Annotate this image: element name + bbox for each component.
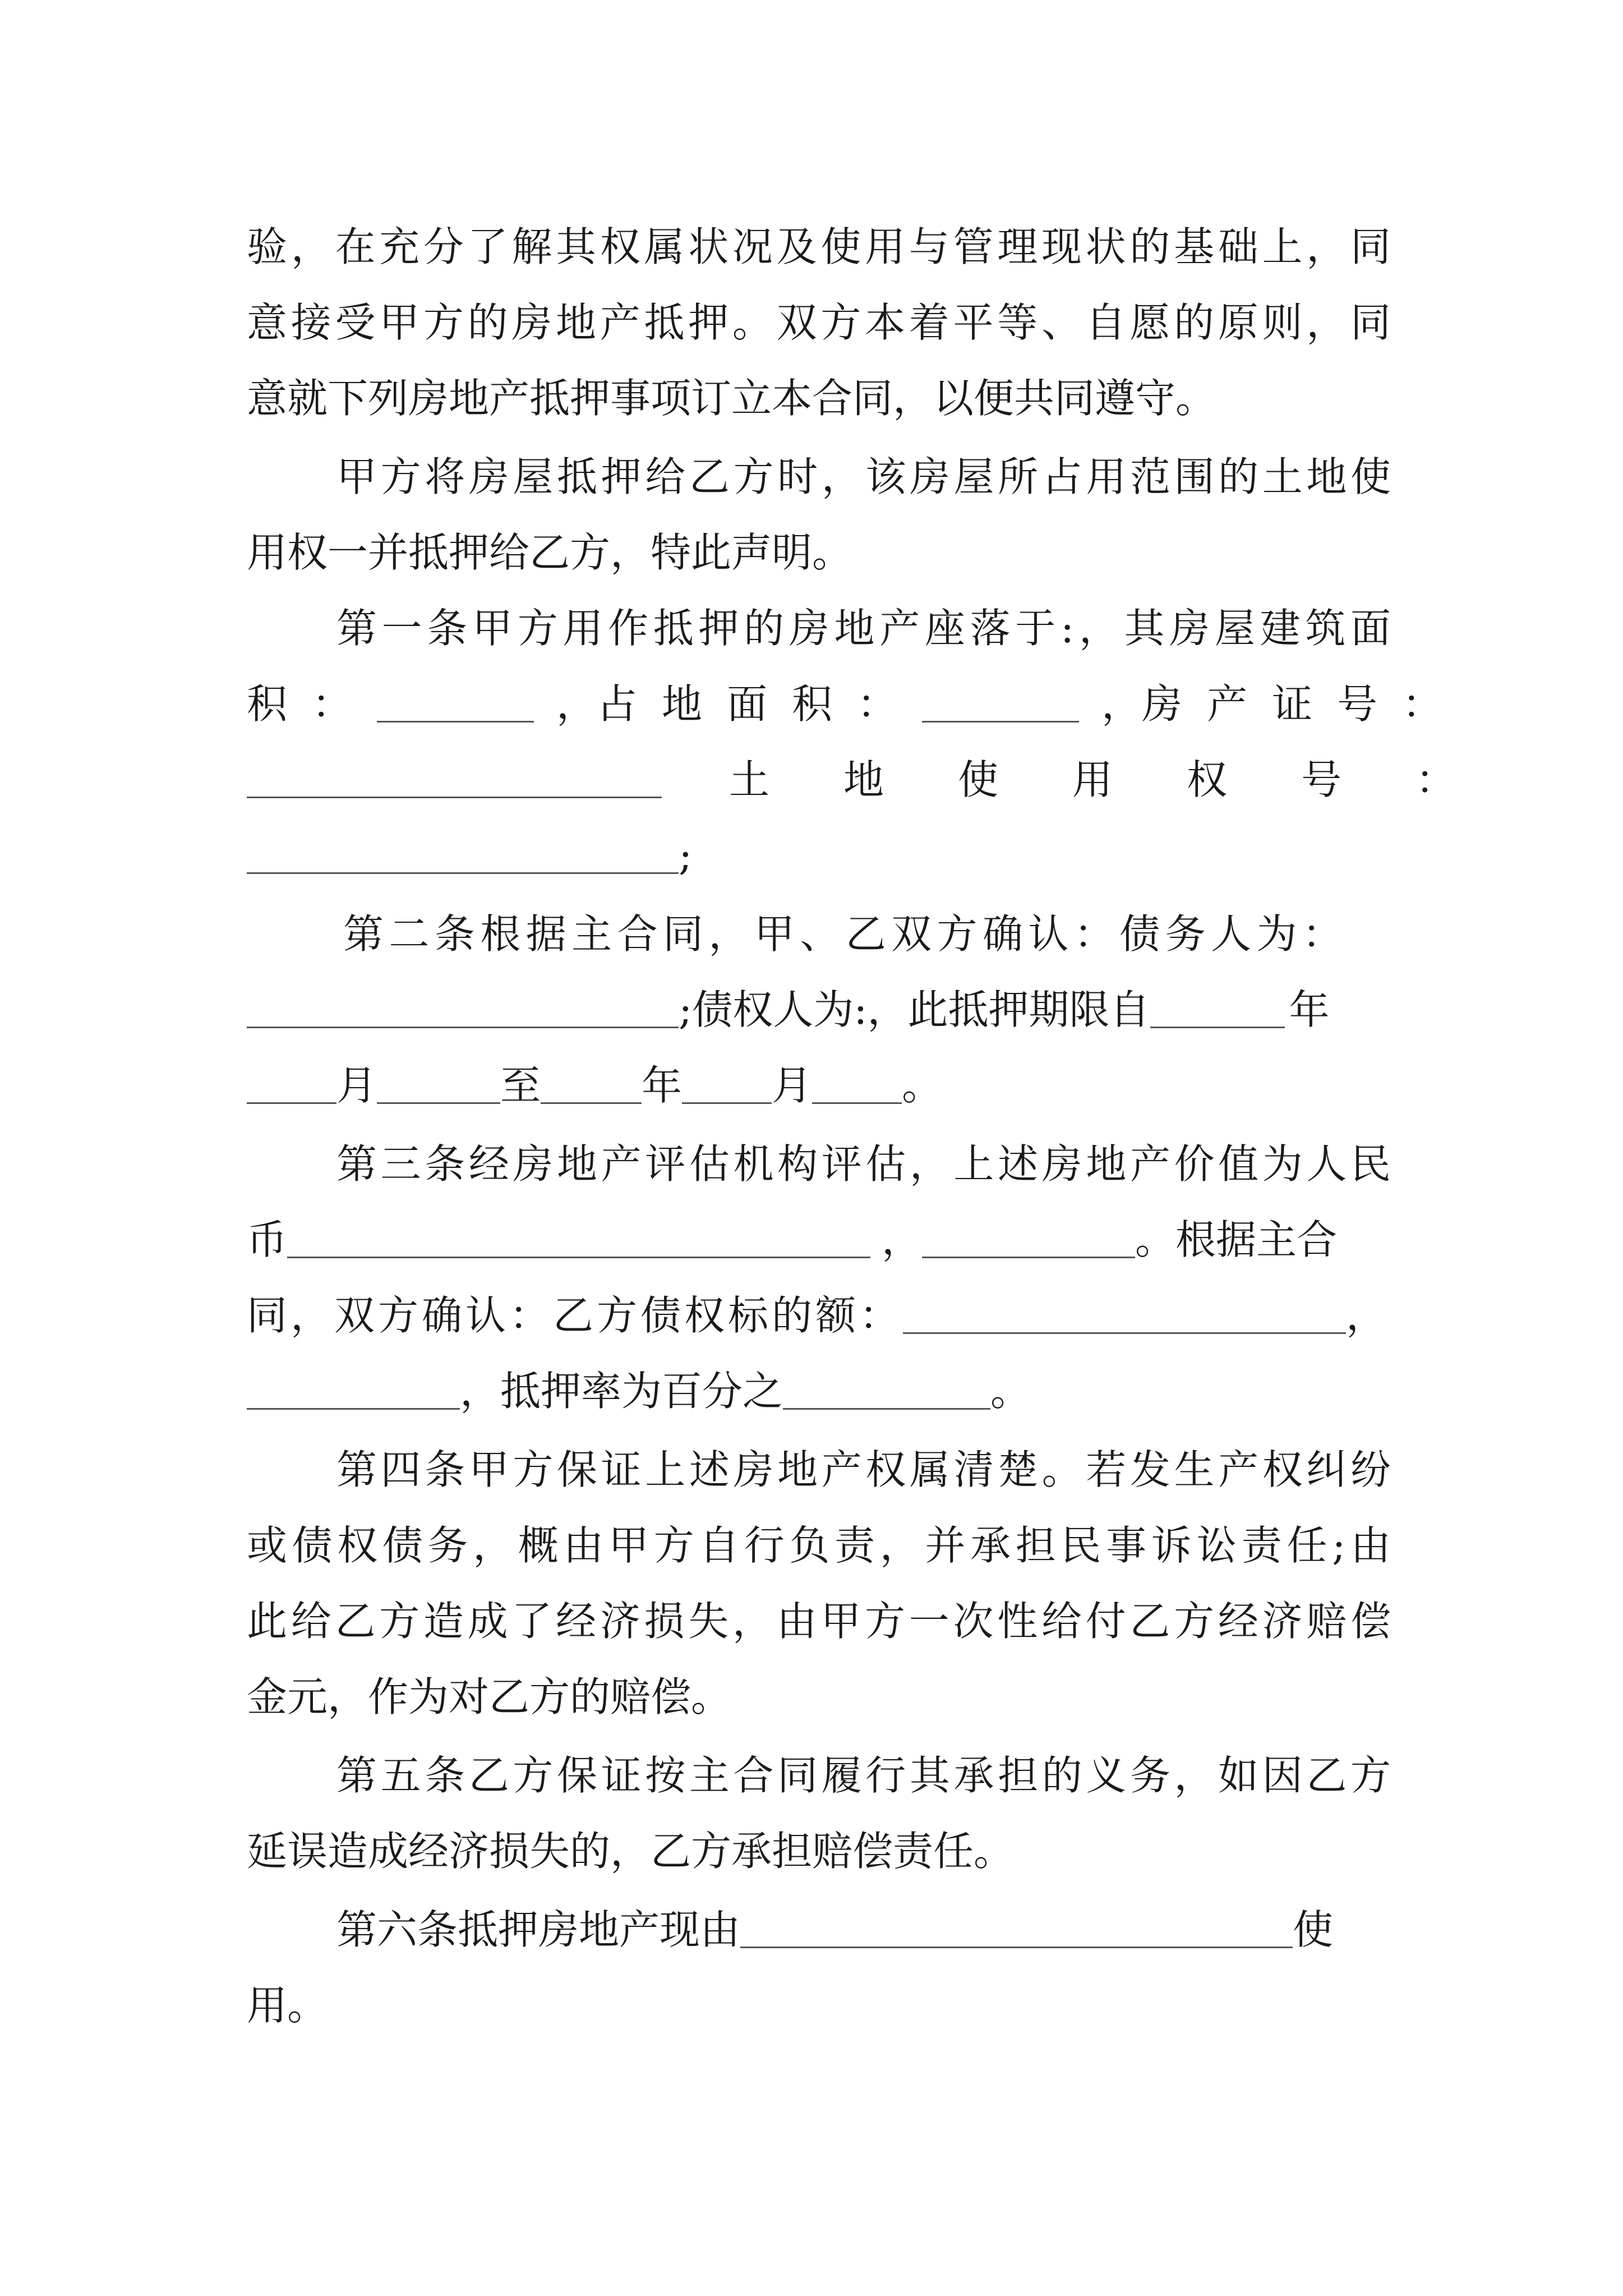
property-cert-label: 房产证号： — [1142, 680, 1468, 728]
article-1-areas — [247, 676, 1468, 732]
article-3-rate-row — [247, 1363, 1391, 1419]
paragraph-line: 用权一并抵押给乙方，特此声明。 — [247, 529, 853, 576]
year-label: 年 — [642, 1062, 683, 1109]
month-label: 月 — [772, 1062, 813, 1109]
article-6-row — [336, 1902, 1391, 1958]
rate-label: ，抵押率为百分之 — [460, 1368, 783, 1415]
main-contract-text: 。根据主合 — [1135, 1216, 1338, 1263]
period: 。 — [990, 1368, 1031, 1415]
semicolon: ; — [679, 832, 693, 879]
creditor-text: ;债权人为:，此抵押期限自 — [679, 986, 1150, 1033]
article-1-land-row — [247, 827, 1391, 884]
end-month-blank — [682, 1063, 772, 1104]
land-area-blank — [922, 682, 1079, 723]
building-area-label: 积： — [247, 680, 377, 728]
article-5-line: 延误造成经济损失的，乙方承担赔偿责任。 — [247, 1828, 1015, 1875]
land-right-label: 土地使用权号： — [729, 756, 1530, 803]
comma: ， — [1101, 680, 1142, 728]
land-area-label: 占地面积： — [597, 680, 923, 728]
article-4-line: 或债权债务，概由甲方自行负责，并承担民事诉讼责任;由 — [247, 1522, 1391, 1569]
claim-amount-blank — [903, 1293, 1346, 1334]
article-4-line: 此给乙方造成了经济损失，由甲方一次性给付乙方经济赔偿 — [247, 1598, 1391, 1645]
article-4-line: 第四条甲方保证上述房地产权属清楚。若发生产权纠纷 — [336, 1446, 1391, 1493]
comma: ， — [882, 1216, 923, 1263]
comma: ， — [556, 680, 597, 728]
article-1-cert-row — [247, 752, 1530, 808]
rate-blank — [783, 1369, 990, 1410]
paragraph-line: 甲方将房屋抵押给乙方时，该房屋所占用范围的土地使 — [336, 453, 1391, 500]
start-month-blank — [247, 1063, 336, 1104]
paragraph-line: 意就下列房地产抵押事项订立本合同，以便共同遵守。 — [247, 375, 1216, 422]
article-5-line: 第五条乙方保证按主合同履行其承担的义务，如因乙方 — [336, 1752, 1391, 1799]
value-figure-blank — [922, 1217, 1135, 1258]
property-cert-blank — [247, 757, 662, 798]
end-day-blank — [812, 1063, 902, 1104]
year-label: 年 — [1289, 986, 1330, 1033]
start-year-blank — [1150, 987, 1285, 1028]
building-area-blank — [377, 682, 534, 723]
value-blank — [287, 1217, 870, 1258]
period: 。 — [902, 1062, 943, 1109]
article-2-date-row — [247, 1057, 1391, 1114]
comma: ， — [1346, 1292, 1387, 1339]
article-2-creditor-row — [247, 982, 1391, 1038]
debtor-blank — [247, 987, 679, 1028]
claim-figure-blank — [247, 1369, 460, 1410]
land-right-blank — [247, 833, 679, 874]
claim-label: 同，双方确认：乙方债权标的额： — [247, 1292, 903, 1339]
article-4-line: 金元，作为对乙方的赔偿。 — [247, 1673, 732, 1720]
currency-label: 币 — [247, 1216, 288, 1263]
month-label: 月 — [336, 1062, 377, 1109]
to-label: 至 — [500, 1062, 541, 1109]
article-3-value-row — [247, 1212, 1391, 1268]
article-2-line: 第二条根据主合同，甲、乙双方确认：债务人为： — [343, 910, 1347, 958]
start-day-blank — [377, 1063, 500, 1104]
paragraph-line: 意接受甲方的房地产抵押。双方本着平等、自愿的原则，同 — [247, 299, 1391, 346]
end-year-blank — [541, 1063, 642, 1104]
paragraph-line: 验，在充分了解其权属状况及使用与管理现状的基础上，同 — [247, 223, 1391, 270]
article-6-text: 第六条抵押房地产现由 — [336, 1906, 741, 1953]
article-1-line: 第一条甲方用作抵押的房地产座落于:，其房屋建筑面 — [336, 605, 1391, 652]
user-blank — [740, 1907, 1293, 1948]
use-label: 使 — [1293, 1906, 1334, 1953]
article-3-claim-row — [247, 1287, 1391, 1343]
article-3-line: 第三条经房地产评估机构评估，上述房地产价值为人民 — [336, 1140, 1391, 1188]
article-6-line: 用。 — [247, 1982, 328, 2029]
